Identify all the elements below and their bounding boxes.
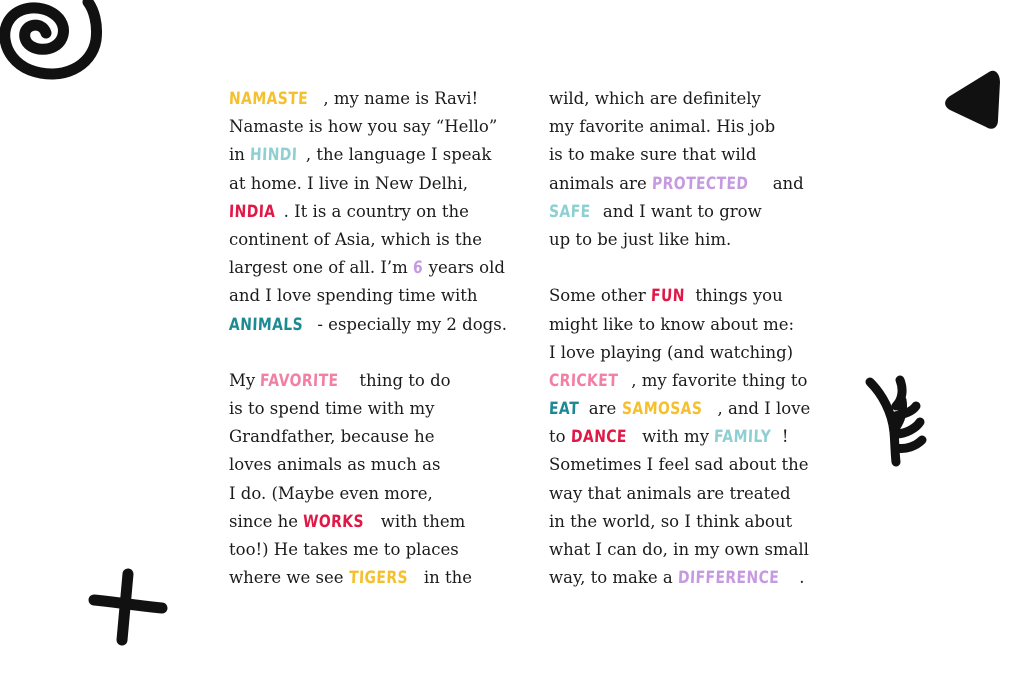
- highlight-word: NAMASTE: [228, 89, 309, 109]
- highlight-word: PROTECTED: [651, 173, 749, 194]
- text-segment: continent of Asia, which is the: [229, 229, 483, 249]
- text-segment: . It is a country on the: [283, 201, 469, 221]
- text-segment: in: [229, 145, 251, 165]
- text-line: [229, 85, 507, 113]
- highlight-word: 6: [412, 258, 424, 279]
- text-line: [549, 536, 810, 564]
- triangle-icon: [940, 64, 1004, 134]
- highlight-word: CRICKET: [548, 370, 619, 391]
- text-segment: my favorite animal. His job: [549, 117, 776, 137]
- text-line: [549, 113, 810, 141]
- text-segment: with them: [375, 511, 466, 531]
- highlight-word: ANIMALS: [228, 314, 304, 335]
- text-line: [229, 395, 507, 423]
- text-segment: loves animals as much as: [229, 455, 441, 475]
- text-segment: Grandfather, because he: [229, 427, 435, 447]
- text-segment: Namaste is how you say “Hello”: [229, 117, 498, 137]
- highlight-word: FUN: [650, 286, 686, 307]
- text-segment: in the: [418, 568, 473, 588]
- text-segment: thing to do: [354, 370, 451, 390]
- text-line: [229, 564, 507, 592]
- text-segment: to: [549, 427, 571, 447]
- text-line: [549, 423, 810, 451]
- text-line: [229, 451, 507, 479]
- text-segment: !: [781, 427, 789, 447]
- spiral-icon: [0, 0, 110, 95]
- text-line: [229, 536, 507, 564]
- branch-icon: [860, 372, 932, 468]
- text-line: [549, 508, 810, 536]
- story-column-left: [229, 85, 507, 592]
- cross-icon: [88, 566, 170, 648]
- text-segment: Sometimes I feel sad about the: [549, 455, 809, 475]
- text-line: [549, 395, 810, 423]
- text-line: [549, 451, 810, 479]
- text-segment: Some other: [549, 286, 651, 306]
- text-line: [229, 423, 507, 451]
- text-line: [229, 254, 507, 282]
- text-line: [229, 282, 507, 310]
- text-line: [549, 480, 810, 508]
- highlight-word: FAMILY: [713, 427, 772, 448]
- text-segment: are: [583, 399, 622, 419]
- text-line: [229, 226, 507, 254]
- text-segment: where we see: [229, 568, 349, 588]
- text-segment: , my favorite thing to: [631, 370, 808, 390]
- highlight-word: DIFFERENCE: [677, 568, 780, 589]
- text-line: [549, 198, 810, 226]
- highlight-word: WORKS: [302, 511, 365, 532]
- text-segment: , the language I speak: [305, 145, 492, 165]
- text-segment: years old: [423, 258, 505, 278]
- text-line: [229, 367, 507, 395]
- text-line: [549, 564, 810, 592]
- text-segment: I do. (Maybe even more,: [229, 483, 433, 503]
- text-segment: I love playing (and watching): [549, 342, 794, 362]
- text-line: [549, 339, 810, 367]
- highlight-word: SAFE: [548, 201, 591, 222]
- highlight-word: FAVORITE: [260, 370, 340, 391]
- paragraph-break: [229, 339, 507, 367]
- text-segment: way, to make a: [549, 568, 678, 588]
- text-segment: and I love spending time with: [229, 286, 478, 306]
- highlight-word: INDIA: [228, 201, 276, 222]
- text-segment: way that animals are treated: [549, 483, 791, 503]
- text-segment: in the world, so I think about: [549, 511, 793, 531]
- highlight-word: SAMOSAS: [621, 399, 703, 420]
- text-segment: what I can do, in my own small: [549, 540, 809, 559]
- highlight-word: HINDI: [249, 145, 298, 166]
- text-line: [549, 141, 810, 169]
- text-segment: too!) He takes me to places: [229, 540, 459, 559]
- text-line: [549, 282, 810, 310]
- text-segment: things you: [690, 286, 783, 306]
- text-line: [229, 198, 507, 226]
- text-segment: up to be just like him.: [549, 229, 732, 249]
- text-line: [549, 226, 810, 254]
- text-line: [549, 170, 810, 198]
- text-line: [229, 113, 507, 141]
- text-line: [549, 85, 810, 113]
- text-segment: is to spend time with my: [229, 399, 435, 419]
- text-segment: wild, which are definitely: [549, 89, 761, 108]
- highlight-word: DANCE: [570, 427, 628, 448]
- text-line: [229, 311, 507, 339]
- paragraph-break: [549, 254, 810, 282]
- highlight-word: TIGERS: [348, 568, 409, 589]
- text-segment: , and I love: [717, 399, 811, 419]
- text-line: [229, 480, 507, 508]
- text-segment: since he: [229, 511, 304, 531]
- text-segment: and I want to grow: [597, 201, 762, 221]
- text-line: [229, 508, 507, 536]
- text-segment: , my name is Ravi!: [323, 89, 479, 108]
- highlight-word: EAT: [548, 399, 580, 420]
- text-segment: with my: [636, 427, 715, 447]
- text-line: [549, 311, 810, 339]
- text-segment: largest one of all. I’m: [229, 258, 414, 278]
- text-segment: - especially my 2 dogs.: [317, 314, 507, 334]
- text-segment: .: [799, 568, 805, 588]
- text-segment: animals are: [549, 173, 652, 193]
- text-line: [229, 141, 507, 169]
- story-column-right: [549, 85, 810, 592]
- text-segment: might like to know about me:: [549, 314, 795, 334]
- text-segment: and: [767, 173, 804, 193]
- text-segment: is to make sure that wild: [549, 145, 757, 165]
- text-segment: at home. I live in New Delhi,: [229, 173, 468, 193]
- text-line: [229, 170, 507, 198]
- text-segment: My: [229, 370, 261, 390]
- text-line: [549, 367, 810, 395]
